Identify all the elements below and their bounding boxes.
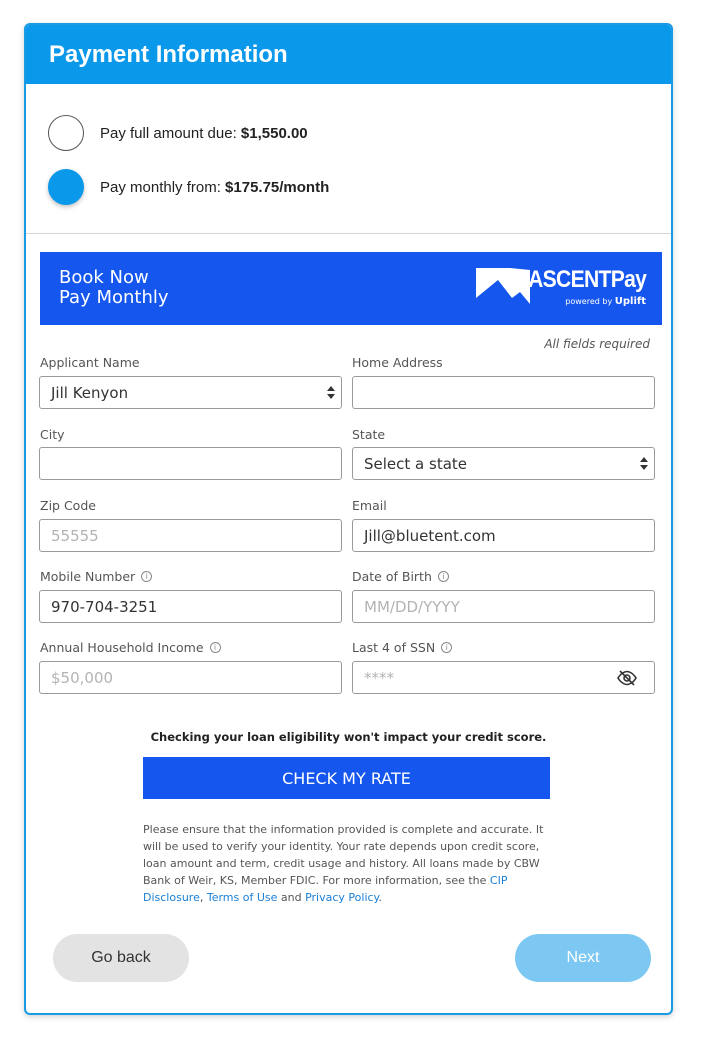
dob-input[interactable]: MM/DD/YYYY	[352, 590, 655, 623]
ascentpay-banner	[40, 252, 662, 325]
privacy-policy-link[interactable]: Privacy Policy	[305, 891, 379, 904]
city-input[interactable]	[39, 447, 342, 480]
logo-name: ASCENTPay	[527, 266, 646, 293]
zip-input[interactable]: 55555	[39, 519, 342, 552]
banner-line-1: Book Now	[59, 267, 149, 288]
select-arrows-icon	[640, 457, 648, 471]
dob-label: Date of Birth i	[352, 569, 449, 584]
banner-line-2: Pay Monthly	[59, 287, 169, 308]
option-pay-monthly-label: Pay monthly from: $175.75/month	[100, 178, 330, 196]
option-pay-monthly[interactable]	[48, 169, 329, 205]
cip-disclosure-link[interactable]: CIP Disclosure	[143, 874, 508, 904]
payment-card	[24, 23, 673, 1015]
state-value: Select a state	[364, 454, 468, 473]
option-pay-full[interactable]	[48, 115, 308, 151]
info-icon[interactable]: i	[438, 571, 449, 582]
credit-score-note: Checking your loan eligibility won't impact your credit score.	[150, 730, 547, 744]
city-label: City	[40, 427, 65, 442]
option-pay-full-label: Pay full amount due: $1,550.00	[100, 124, 308, 142]
email-input[interactable]: Jill@bluetent.com	[352, 519, 655, 552]
info-icon[interactable]: i	[141, 571, 152, 582]
mobile-input[interactable]: 970-704-3251	[39, 590, 342, 623]
select-arrows-icon	[327, 386, 335, 400]
logo-sub: powered by Uplift	[565, 296, 646, 307]
applicant-name-value: Jill Kenyon	[51, 383, 129, 402]
next-button[interactable]: Next	[515, 934, 651, 982]
disclaimer: Please ensure that the information provided is complete and accurate. It will be used to verify your identity. Your rate depends upon credit score, loan amount and term, credit usage and history. All loans made by CBW Bank of Weir, KS, Member FDIC. For more information, see the CIP Disclosure, Terms of Use and Privacy Policy.	[143, 823, 544, 904]
mountain-icon	[476, 266, 530, 304]
state-label: State	[352, 427, 386, 442]
applicant-name-select[interactable]	[39, 376, 342, 409]
ssn-input[interactable]: ****	[352, 661, 655, 694]
state-select[interactable]	[352, 447, 655, 480]
info-icon[interactable]: i	[210, 642, 221, 653]
info-icon[interactable]: i	[441, 642, 452, 653]
terms-of-use-link[interactable]: Terms of Use	[206, 891, 278, 904]
zip-label: Zip Code	[40, 498, 96, 513]
radio-pay-full[interactable]	[48, 115, 84, 151]
income-label: Annual Household Income i	[40, 640, 221, 655]
home-address-label: Home Address	[352, 355, 443, 370]
applicant-name-label: Applicant Name	[40, 355, 140, 370]
mobile-label: Mobile Number i	[40, 569, 152, 584]
eye-hidden-icon[interactable]	[616, 669, 638, 687]
required-note: All fields required	[544, 337, 650, 351]
email-label: Email	[352, 498, 387, 513]
ascentpay-logo	[476, 266, 646, 310]
radio-pay-monthly[interactable]	[48, 169, 84, 205]
go-back-button[interactable]: Go back	[53, 934, 189, 982]
divider	[26, 233, 671, 234]
income-input[interactable]: $50,000	[39, 661, 342, 694]
ssn-label: Last 4 of SSN i	[352, 640, 452, 655]
check-my-rate-button[interactable]: CHECK MY RATE	[143, 757, 550, 799]
card-title: Payment Information	[26, 25, 671, 84]
home-address-input[interactable]	[352, 376, 655, 409]
